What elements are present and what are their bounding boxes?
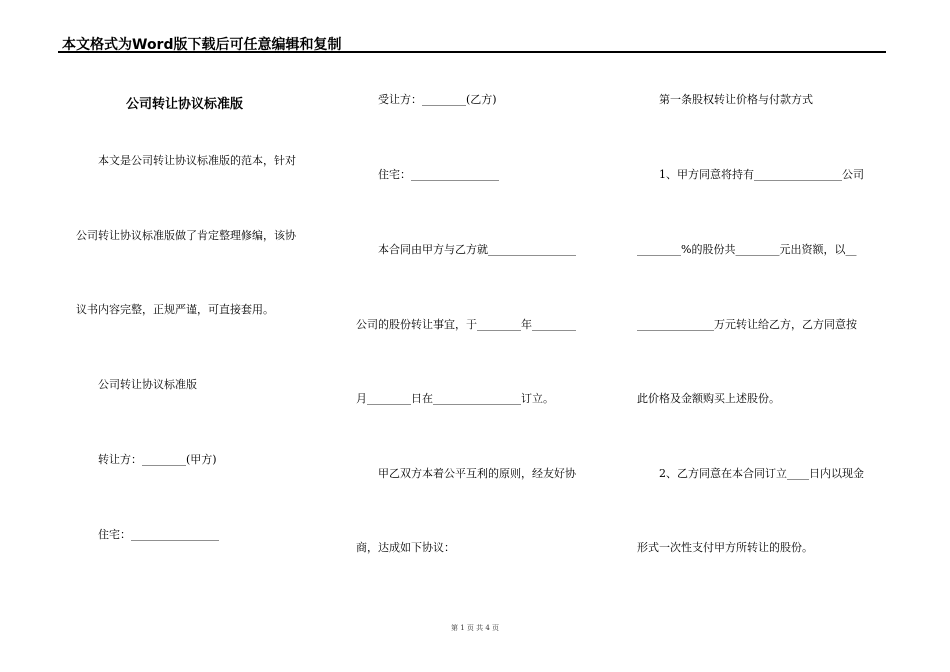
paragraph-line: 住宅：________________	[356, 168, 499, 181]
paragraph-line: 本文是公司转让协议标准版的范本，针对	[76, 154, 296, 167]
paragraph-line: 公司转让协议标准版做了肯定整理修编，该协	[76, 229, 296, 242]
paragraph-line: ______________万元转让给乙方，乙方同意按	[637, 318, 857, 331]
paragraph-line: 商，达成如下协议：	[356, 541, 455, 554]
document-title: 公司转让协议标准版	[126, 97, 244, 112]
paragraph-line: 1、甲方同意将持有________________公司	[637, 168, 864, 181]
header-title: 本文格式为Word版下载后可任意编辑和复制	[62, 37, 342, 53]
paragraph-line: 月________日在________________订立。	[356, 392, 554, 405]
header-rule	[58, 51, 886, 53]
paragraph-line: 2、乙方同意在本合同订立____日内以现金	[637, 467, 864, 480]
paragraph-line: 本合同由甲方与乙方就________________	[356, 243, 576, 256]
paragraph-line: 第一条股权转让价格与付款方式	[637, 93, 813, 106]
paragraph-line: 转让方：________(甲方)	[76, 453, 217, 466]
paragraph-line: 甲乙双方本着公平互利的原则，经友好协	[356, 467, 576, 480]
paragraph-line: 议书内容完整，正规严谨，可直接套用。	[76, 303, 274, 316]
paragraph-line: 形式一次性支付甲方所转让的股份。	[637, 541, 813, 554]
paragraph-line: 公司转让协议标准版	[76, 378, 197, 391]
paragraph-line: ________%的股份共________元出资额，以__	[637, 243, 857, 256]
paragraph-line: 此价格及金额购买上述股份。	[637, 392, 780, 405]
paragraph-line: 住宅：________________	[76, 528, 219, 541]
paragraph-line: 公司的股份转让事宜，于________年________	[356, 318, 576, 331]
page-number: 第 1 页 共 4 页	[450, 624, 500, 632]
paragraph-line: 受让方：________(乙方)	[356, 93, 497, 106]
